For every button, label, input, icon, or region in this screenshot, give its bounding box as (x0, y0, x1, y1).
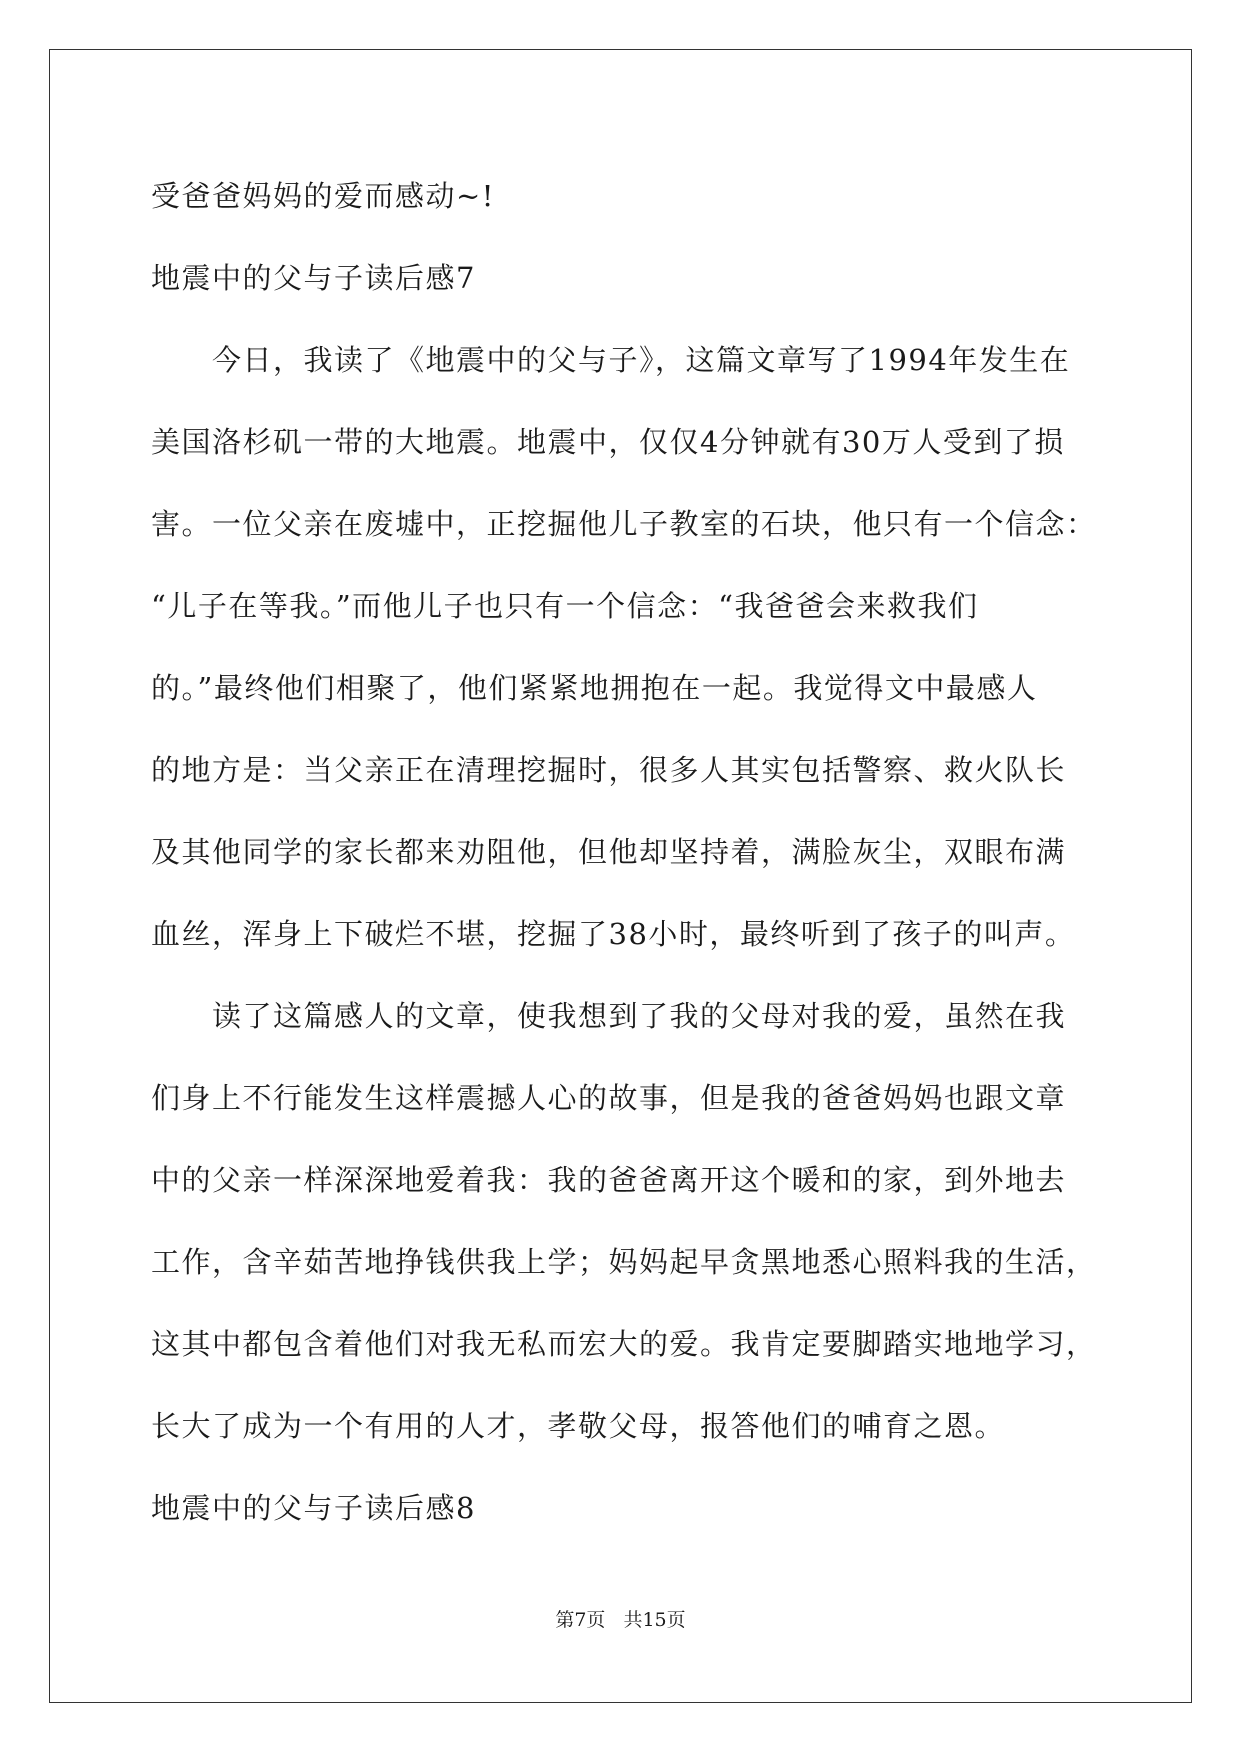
text-line: 长大了成为一个有用的人才，孝敬父母，报答他们的哺育之恩。 (151, 1409, 1006, 1443)
text-line: 及其他同学的家长都来劝阻他，但他却坚持着，满脸灰尘，双眼布满 (151, 835, 1067, 869)
text-line: 们身上不行能发生这样震撼人心的故事，但是我的爸爸妈妈也跟文章 (151, 1081, 1067, 1115)
text-line: 的。”最终他们相聚了，他们紧紧地拥抱在一起。我觉得文中最感人 (151, 671, 1038, 705)
section-heading: 地震中的父与子读后感8 (151, 1491, 476, 1525)
text-line: 工作，含辛茹苦地挣钱供我上学；妈妈起早贪黑地悉心照料我的生活， (151, 1245, 1097, 1279)
text-line: 中的父亲一样深深地爱着我：我的爸爸离开这个暖和的家，到外地去 (151, 1163, 1067, 1197)
page-footer (0, 1605, 1241, 1632)
text-line: 今日，我读了《地震中的父与子》，这篇文章写了1994年发生在 (151, 343, 1071, 377)
text-line: “儿子在等我。”而他儿子也只有一个信念：“我爸爸会来救我们 (151, 589, 979, 623)
text-line: 血丝，浑身上下破烂不堪，挖掘了38小时，最终听到了孩子的叫声。 (151, 917, 1076, 951)
text-line: 害。一位父亲在废墟中，正挖掘他儿子教室的石块，他只有一个信念： (151, 507, 1097, 541)
section-heading: 地震中的父与子读后感7 (151, 261, 476, 295)
document-body (151, 155, 1097, 1549)
text-line: 美国洛杉矶一带的大地震。地震中，仅仅4分钟就有30万人受到了损 (151, 425, 1065, 459)
text-line: 的地方是：当父亲正在清理挖掘时，很多人其实包括警察、救火队长 (151, 753, 1067, 787)
text-line: 这其中都包含着他们对我无私而宏大的爱。我肯定要脚踏实地地学习， (151, 1327, 1097, 1361)
page-number: 第7页 (555, 1609, 606, 1631)
text-line: 读了这篇感人的文章，使我想到了我的父母对我的爱，虽然在我 (151, 999, 1067, 1033)
page-total: 共15页 (623, 1609, 686, 1631)
text-line: 受爸爸妈妈的爱而感动~! (151, 179, 495, 213)
